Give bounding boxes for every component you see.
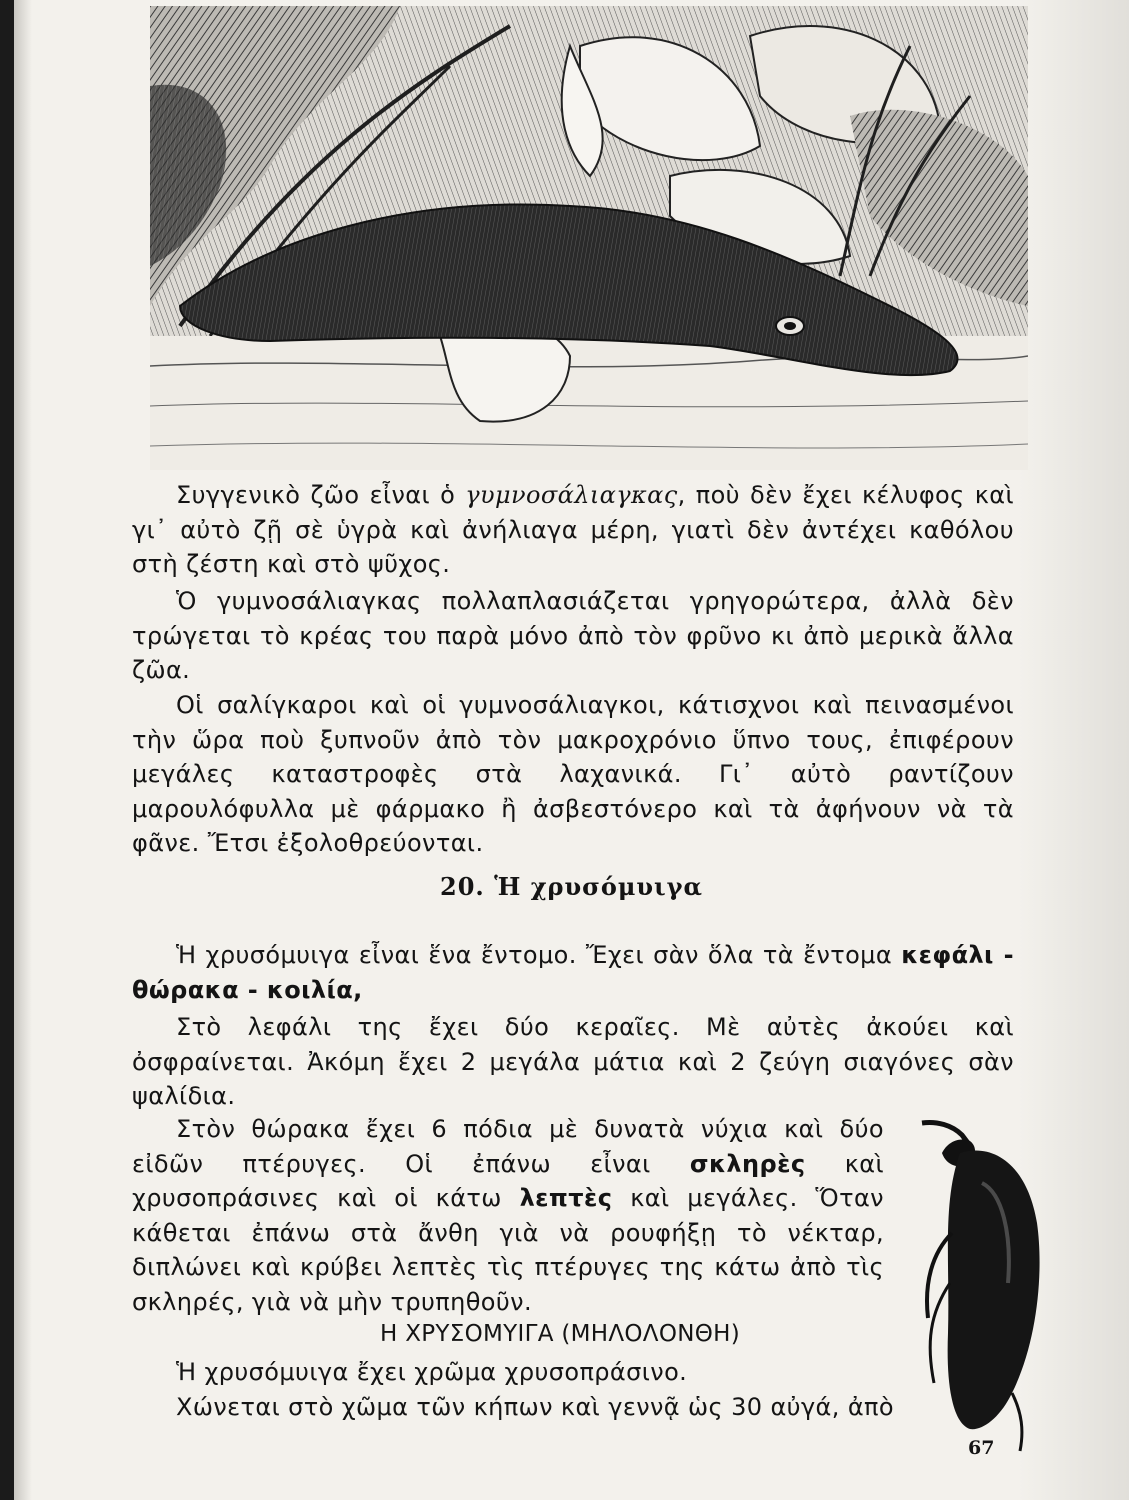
paragraph-text: , ποὺ δὲν ἔχει κέλυφος καὶ γι᾽ αὐτὸ ζῇ σὲ ὑγρὰ καὶ ἀνήλιαγα μέρη, γιατὶ δὲν ἀντέχει καθόλου στὴ ζέστη καὶ στὸ ψῦχος. [132,481,1014,578]
slug-illustration [150,6,1028,470]
paragraph-beetle-intro [132,938,1014,1007]
paragraph-slug-damage [132,688,1014,861]
slug-engraving [150,6,1028,470]
paragraph-text: Στὸν θώρακα ἔχει 6 πόδια μὲ δυνατὰ νύχια καὶ δύο εἰδῶν πτέρυγες. Οἱ ἐπάνω εἶναι [132,1115,884,1178]
emphasized-term: γυμνοσάλιαγκας [465,481,678,509]
paragraph-beetle-color [132,1355,884,1390]
gutter-shadow [14,0,32,1500]
paragraph-slug-intro [132,478,1014,582]
paragraph-text: Ἡ χρυσόμυιγα ἔχει χρῶμα χρυσοπράσινο. [176,1358,688,1386]
paragraph-text: Ὁ γυμνοσάλιαγκας πολλαπλασιάζεται γρηγορώτερα, ἀλλὰ δὲν τρώγεται τὸ κρέας του παρὰ μόνο ἀπὸ τὸν φρῦνο κι ἀπὸ μερικὰ ἄλλα ζῶα. [132,587,1014,684]
paragraph-text: Χώνεται στὸ χῶμα τῶν κήπων καὶ γεννᾷ ὡς 30 αὐγά, ἀπὸ [176,1393,894,1421]
bold-term: σκληρὲς [689,1149,806,1178]
bold-term: λεπτὲς [519,1184,613,1212]
paragraph-text: καὶ μεγάλες. Ὅταν κάθεται ἐπάνω στὰ ἄνθη γιὰ νὰ ρουφήξῃ τὸ νέκταρ, διπλώνει καὶ κρύβει λεπτὲς τὶς πτέρυγες της κάτω ἀπὸ τὶς σκληρές, γιὰ νὰ μὴν τρυπηθοῦν. [132,1184,884,1316]
cockchafer-figure [912,1113,1050,1453]
paragraph-beetle-eggs [132,1390,1014,1425]
book-spine-edge [0,0,14,1500]
paragraph-text: Ἡ χρυσόμυιγα εἶναι ἕνα ἔντομο. Ἔχει σὰν ὅλα τὰ ἔντομα [176,941,902,969]
paragraph-beetle-head [132,1010,1014,1114]
paragraph-text: Οἱ σαλίγκαροι καὶ οἱ γυμνοσάλιαγκοι, κάτισχνοι καὶ πεινασμένοι τὴν ὥρα ποὺ ξυπνοῦν ἀπὸ τὸν μακροχρόνιο ὕπνο τους, ἐπιφέρουν μεγάλες καταστροφὲς στὰ λαχανικά. Γι᾽ αὐτὸ ραντίζουν μαρουλόφυλλα μὲ φάρμακο ἢ ἀσβεστόνερο καὶ τὰ ἀφήνουν νὰ τὰ φᾶνε. Ἔτσι ἐξολοθρεύονται. [132,691,1014,857]
paragraph-text: Στὸ λεφάλι της ἔχει δύο κεραῖες. Μὲ αὐτὲς ἀκούει καὶ ὀσφραίνεται. Ἀκόμη ἔχει 2 μεγάλα μάτια καὶ 2 ζεύγη σιαγόνες σὰν ψαλίδια. [132,1013,1014,1110]
paragraph-slug-reproduction [132,584,1014,688]
section-title: 20. Ἡ χρυσόμυιγα [440,872,703,901]
paragraph-text: Συγγενικὸ ζῶο εἶναι ὁ [176,481,466,509]
beetle-photo [912,1113,1050,1453]
figure-caption: Η ΧΡΥΣΟΜΥΙΓΑ (ΜΗΛΟΛΟΝΘΗ) [380,1321,741,1347]
paragraph-text: καὶ χρυσοπράσινες καὶ οἱ κάτω [132,1149,884,1212]
paragraph-beetle-thorax [132,1112,884,1319]
page-number: 67 [968,1437,995,1459]
bold-term: κεφάλι - θώρακα - κοιλία, [132,941,1014,1004]
